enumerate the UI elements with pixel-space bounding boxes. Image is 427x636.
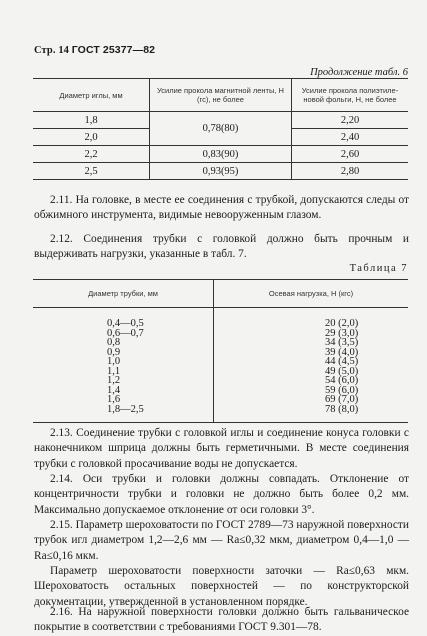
cell-diameter: 1,8 xyxy=(84,114,98,126)
column-header: Диаметр иглы, мм xyxy=(33,79,150,112)
paragraph-2-15-continued: Параметр шероховатости поверхности заточки — Ra≤0,63 мкм. Шероховатость остальных поверхностей — по конструкторской документации, утвержденной в установленном порядке. xyxy=(34,565,409,608)
standard-number: ГОСТ 25377—82 xyxy=(71,44,156,56)
cell-foil-force: 2,80 xyxy=(292,163,409,180)
paragraph-2-14: 2.14. Оси трубки и головки должны совпадать. Отклонение от концентричности трубки и головки не должно быть более 0,2 мм. Максимально допускаемое отклонение от оси головки 3°. xyxy=(34,473,409,516)
cell-load: 54 (6,0) xyxy=(214,376,409,386)
cell-diameter: 1,4 xyxy=(107,384,121,396)
page-header xyxy=(34,44,155,56)
cell-diameter: 2,5 xyxy=(33,163,150,180)
cell-foil-force: 2,40 xyxy=(292,129,409,146)
cell-diameter: 1,0 xyxy=(107,356,121,367)
cell-tape-force: 0,83(90) xyxy=(150,146,292,163)
column-header: Усилие прокола полиэтиле-новой фольги, Н, не более xyxy=(292,79,409,112)
paragraph-2-15: 2.15. Параметр шероховатости по ГОСТ 2789—73 наружной поверхности трубок игл диаметром 1,2—2,6 мм — Ra≤0,32 мкм, диаметром 0,4—1,0 — Ra≤0,16 мкм. xyxy=(34,519,409,562)
cell-tape-force: 0,93(95) xyxy=(150,163,292,180)
cell-diameter: 1,2 xyxy=(107,375,121,386)
cell-load: 20 (2,0) xyxy=(214,308,409,329)
cell-load: 44 (4,5) xyxy=(214,357,409,367)
cell-load: 59 (6,0) xyxy=(214,386,409,396)
page-number: Стр. 14 xyxy=(34,45,70,56)
table-continuation-label: Продолжение табл. 6 xyxy=(310,67,408,78)
cell-diameter: 0,4—0,5 xyxy=(107,318,144,329)
column-header: Осевая нагрузка, Н (кгс) xyxy=(214,280,409,308)
column-header: Диаметр трубки, мм xyxy=(33,280,214,308)
cell-diameter: 0,8 xyxy=(107,337,121,348)
cell-foil-force: 2,60 xyxy=(292,146,409,163)
cell-diameter: 0,6—0,7 xyxy=(107,327,144,339)
table-6 xyxy=(33,78,408,180)
table-7 xyxy=(33,279,408,423)
cell-diameter: 2,2 xyxy=(33,146,150,163)
column-header: Усилие прокола магнитной ленты, Н (гс), не более xyxy=(150,79,292,112)
paragraph-2-11: 2.11. На головке, в месте ее соединения с трубкой, допускаются следы от обжимного инструмента, видимые невооруженным глазом. xyxy=(34,194,409,222)
table-row xyxy=(33,112,408,129)
cell-load: 69 (7,0) xyxy=(214,395,409,405)
table-row xyxy=(33,405,408,423)
cell-load: 49 (5,0) xyxy=(214,367,409,377)
cell-load: 34 (3,5) xyxy=(214,338,409,348)
cell-diameter: 1,6 xyxy=(107,394,121,405)
cell-diameter: 1,1 xyxy=(107,365,121,377)
paragraph-2-16: 2.16. На наружной поверхности головки должно быть гальваническое покрытие в соответствии с требованиями ГОСТ 9.301—78. xyxy=(34,606,409,634)
paragraph-2-13: 2.13. Соединение трубки с головкой иглы и соединение конуса головки с наконечником шприца должны быть герметичными. В месте соединения трубки с головкой просачивание воды не допускается. xyxy=(34,427,409,470)
cell-foil-force: 2,20 xyxy=(292,112,409,129)
cell-load: 78 (8,0) xyxy=(214,405,409,423)
cell-diameter: 0,9 xyxy=(107,346,121,358)
cell-diameter: 1,8—2,5 xyxy=(33,405,214,423)
paragraph-2-12: 2.12. Соединения трубки с головкой должно быть прочным и выдерживать нагрузки, указанные в табл. 7. xyxy=(34,233,409,261)
cell-load: 29 (3,0) xyxy=(214,329,409,339)
table-row xyxy=(33,308,408,329)
table-7-caption: Таблица 7 xyxy=(349,263,408,274)
cell-diameter: 2,0 xyxy=(33,129,150,146)
cell-tape-force: 0,78(80) xyxy=(150,112,292,146)
cell-load: 39 (4,0) xyxy=(214,348,409,358)
table-row xyxy=(33,163,408,180)
table-row xyxy=(33,146,408,163)
